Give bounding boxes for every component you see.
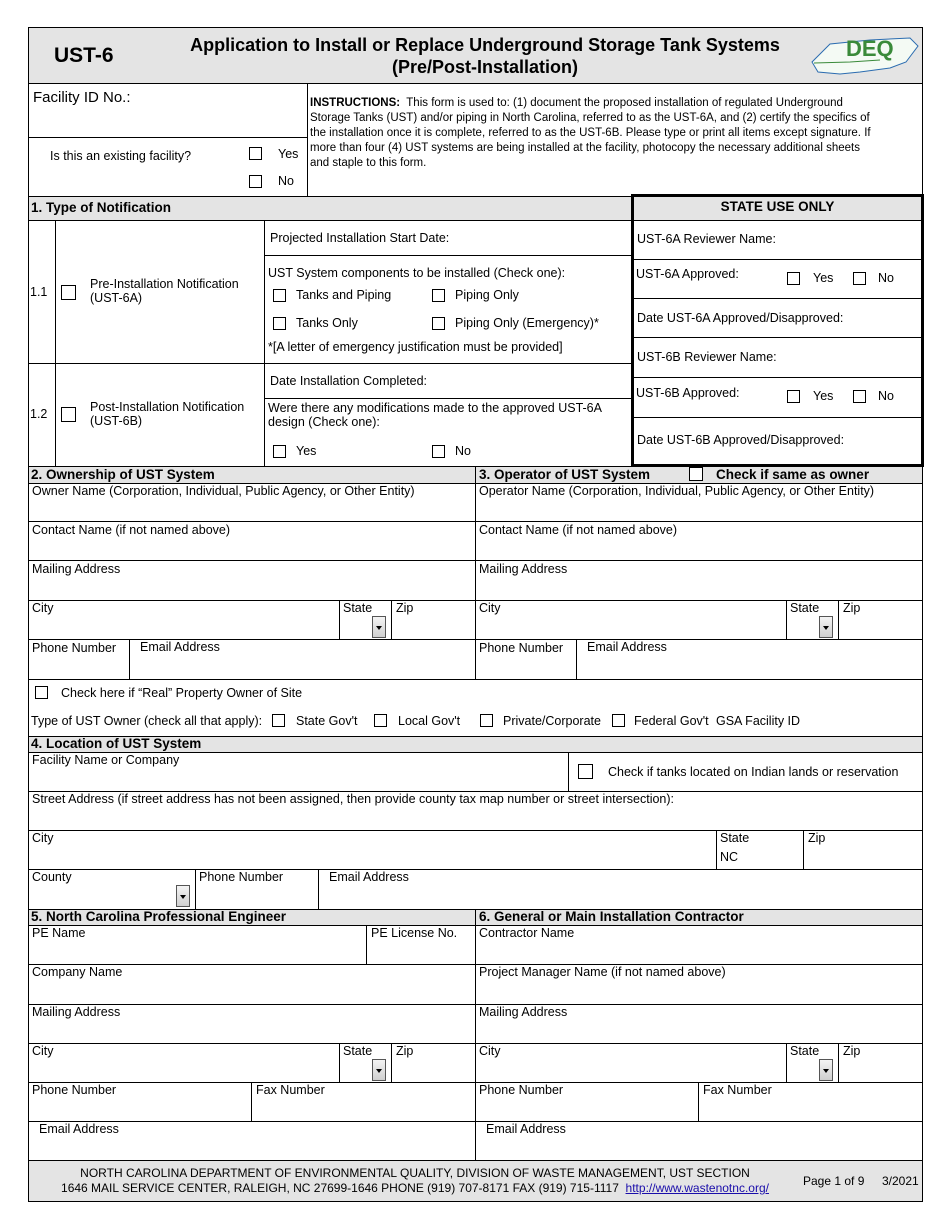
ust6b-yes-checkbox[interactable] [787, 390, 800, 403]
page-number: Page 1 of 9 [803, 1174, 865, 1188]
ust6b-date-label: Date UST-6B Approved/Disapproved: [637, 433, 845, 447]
piping-emergency-checkbox[interactable] [432, 317, 445, 330]
pe-zip-label: Zip [396, 1044, 414, 1058]
ust6a-approved-label: UST-6A Approved: [636, 267, 739, 281]
operator-contact-label: Contact Name (if not named above) [479, 523, 678, 537]
item-1-2-number: 1.2 [30, 407, 48, 421]
ust6a-no-checkbox[interactable] [853, 272, 866, 285]
location-state-value: NC [720, 850, 739, 864]
ust6a-reviewer-label: UST-6A Reviewer Name: [637, 232, 776, 246]
pe-city-label: City [32, 1044, 54, 1058]
ust6b-yes-label: Yes [813, 389, 834, 403]
local-gov-label: Local Gov't [398, 714, 461, 728]
owner-phone-label: Phone Number [32, 641, 117, 655]
ust6b-no-checkbox[interactable] [853, 390, 866, 403]
pe-phone-label: Phone Number [32, 1083, 117, 1097]
local-gov-checkbox[interactable] [374, 714, 387, 727]
state-gov-checkbox[interactable] [272, 714, 285, 727]
logo-text: DEQ [846, 36, 894, 61]
private-corporate-label: Private/Corporate [503, 714, 601, 728]
operator-phone-label: Phone Number [479, 641, 564, 655]
real-owner-label: Check here if “Real” Property Owner of Site [61, 686, 303, 700]
piping-only-checkbox[interactable] [432, 289, 445, 302]
state-use-title: STATE USE ONLY [720, 199, 835, 214]
pre-installation-label: Pre-Installation Notification (UST-6A) [90, 277, 239, 306]
owner-zip-label: Zip [396, 601, 414, 615]
ust6b-approved-label: UST-6B Approved: [636, 386, 740, 400]
contractor-state-label: State [790, 1044, 820, 1058]
operator-name-label: Operator Name (Corporation, Individual, Public Agency, or Other Entity) [479, 484, 875, 498]
components-label: UST System components to be installed (Check one): [268, 266, 566, 280]
federal-gov-checkbox[interactable] [612, 714, 625, 727]
pe-mailing-label: Mailing Address [32, 1005, 121, 1019]
ust6a-no-label: No [878, 271, 894, 285]
tanks-only-label: Tanks Only [296, 316, 358, 330]
ust6b-no-label: No [878, 389, 894, 403]
modifications-no-label: No [455, 444, 471, 458]
deq-logo [810, 32, 920, 78]
gsa-facility-id-label: GSA Facility ID [716, 714, 801, 728]
private-corporate-checkbox[interactable] [480, 714, 493, 727]
contractor-zip-label: Zip [843, 1044, 861, 1058]
owner-contact-label: Contact Name (if not named above) [32, 523, 231, 537]
section-6-title: 6. General or Main Installation Contractor [479, 909, 744, 924]
project-manager-label: Project Manager Name (if not named above) [479, 965, 726, 979]
pe-email-label: Email Address [39, 1122, 119, 1136]
owner-email-label: Email Address [140, 640, 220, 654]
contractor-fax-label: Fax Number [703, 1083, 772, 1097]
operator-state-dropdown[interactable] [819, 616, 833, 638]
same-as-owner-checkbox[interactable] [689, 467, 703, 481]
piping-only-label: Piping Only [455, 288, 519, 302]
facility-name-label: Facility Name or Company [32, 753, 180, 767]
real-owner-checkbox[interactable] [35, 686, 48, 699]
pre-installation-checkbox[interactable] [61, 285, 76, 300]
owner-mailing-label: Mailing Address [32, 562, 121, 576]
existing-no-checkbox[interactable] [249, 175, 262, 188]
location-state-label: State [720, 831, 750, 845]
owner-type-label: Type of UST Owner (check all that apply): [31, 714, 263, 728]
website-link[interactable]: http://www.wastenotnc.org/ [625, 1181, 769, 1195]
location-city-label: City [32, 831, 54, 845]
same-as-owner-label: Check if same as owner [716, 467, 870, 482]
contractor-phone-label: Phone Number [479, 1083, 564, 1097]
contractor-mailing-label: Mailing Address [479, 1005, 568, 1019]
county-dropdown[interactable] [176, 885, 190, 907]
owner-city-label: City [32, 601, 54, 615]
modifications-question: Were there any modifications made to the approved UST-6A design (Check one): [268, 401, 602, 430]
operator-zip-label: Zip [843, 601, 861, 615]
operator-city-label: City [479, 601, 501, 615]
operator-email-label: Email Address [587, 640, 667, 654]
indian-lands-label: Check if tanks located on Indian lands or reservation [608, 765, 899, 779]
tanks-and-piping-label: Tanks and Piping [296, 288, 392, 302]
section-1-title: 1. Type of Notification [31, 200, 172, 215]
footer-address: NORTH CAROLINA DEPARTMENT OF ENVIRONMENTAL QUALITY, DIVISION OF WASTE MANAGEMENT, UST SECTION 1646 MAIL SERVICE CENTER, RALEIGH, NC 27699-1646 PHONE (919) 707-8171 FAX (919) 715-1117 http://www.wastenotnc.org/ [61, 1166, 769, 1195]
section-2-title: 2. Ownership of UST System [31, 467, 215, 482]
item-1-1-number: 1.1 [30, 285, 48, 299]
owner-state-dropdown[interactable] [372, 616, 386, 638]
modifications-yes-label: Yes [296, 444, 317, 458]
tanks-only-checkbox[interactable] [273, 317, 286, 330]
location-email-label: Email Address [329, 870, 409, 884]
street-address-label: Street Address (if street address has not been assigned, then provide county tax map number or street intersection): [32, 792, 675, 806]
pe-fax-label: Fax Number [256, 1083, 325, 1097]
existing-no-label: No [278, 174, 294, 188]
contractor-state-dropdown[interactable] [819, 1059, 833, 1081]
modifications-no-checkbox[interactable] [432, 445, 445, 458]
form-date: 3/2021 [882, 1174, 919, 1188]
pe-state-dropdown[interactable] [372, 1059, 386, 1081]
ust6a-date-label: Date UST-6A Approved/Disapproved: [637, 311, 844, 325]
section-3-title: 3. Operator of UST System [479, 467, 651, 482]
form-title: Application to Install or Replace Underground Storage Tank Systems (Pre/Post-Installation) [190, 35, 780, 77]
owner-name-label: Owner Name (Corporation, Individual, Public Agency, or Other Entity) [32, 484, 415, 498]
indian-lands-checkbox[interactable] [578, 764, 593, 779]
owner-state-label: State [343, 601, 373, 615]
section-4-title: 4. Location of UST System [31, 736, 202, 751]
operator-mailing-label: Mailing Address [479, 562, 568, 576]
ust6a-yes-label: Yes [813, 271, 834, 285]
location-phone-label: Phone Number [199, 870, 284, 884]
ust6a-yes-checkbox[interactable] [787, 272, 800, 285]
modifications-yes-checkbox[interactable] [273, 445, 286, 458]
pe-company-label: Company Name [32, 965, 123, 979]
form-id: UST-6 [54, 44, 114, 67]
pe-license-label: PE License No. [371, 926, 458, 940]
piping-emergency-label: Piping Only (Emergency)* [455, 316, 599, 330]
post-installation-label: Post-Installation Notification (UST-6B) [90, 400, 245, 429]
pe-state-label: State [343, 1044, 373, 1058]
ust6b-reviewer-label: UST-6B Reviewer Name: [637, 350, 777, 364]
pe-name-label: PE Name [32, 926, 86, 940]
post-installation-checkbox[interactable] [61, 407, 76, 422]
contractor-name-label: Contractor Name [479, 926, 575, 940]
existing-yes-checkbox[interactable] [249, 147, 262, 160]
county-label: County [32, 870, 72, 884]
facility-id-label: Facility ID No.: [33, 89, 131, 106]
start-date-label: Projected Installation Start Date: [270, 231, 450, 245]
date-completed-label: Date Installation Completed: [270, 374, 428, 388]
location-zip-label: Zip [808, 831, 826, 845]
existing-facility-question: Is this an existing facility? [50, 149, 192, 163]
contractor-email-label: Email Address [486, 1122, 566, 1136]
instructions: INSTRUCTIONS: This form is used to: (1) document the proposed installation of regulated Underground Storage Tanks (UST) and/or piping in North Carolina, referred to as the UST-6A, and (2) certify the specifics of the installation once it is complete, referred to as the UST-6B. Please type or print all items except signature. If more than four (4) UST systems are being installed at the facility, photocopy the necessary additional sheets and staple to this form. [310, 97, 871, 169]
contractor-city-label: City [479, 1044, 501, 1058]
tanks-and-piping-checkbox[interactable] [273, 289, 286, 302]
existing-yes-label: Yes [278, 147, 299, 161]
section-5-title: 5. North Carolina Professional Engineer [31, 909, 287, 924]
state-gov-label: State Gov't [296, 714, 358, 728]
emergency-note: *[A letter of emergency justification must be provided] [268, 340, 563, 354]
operator-state-label: State [790, 601, 820, 615]
federal-gov-label: Federal Gov't [634, 714, 709, 728]
